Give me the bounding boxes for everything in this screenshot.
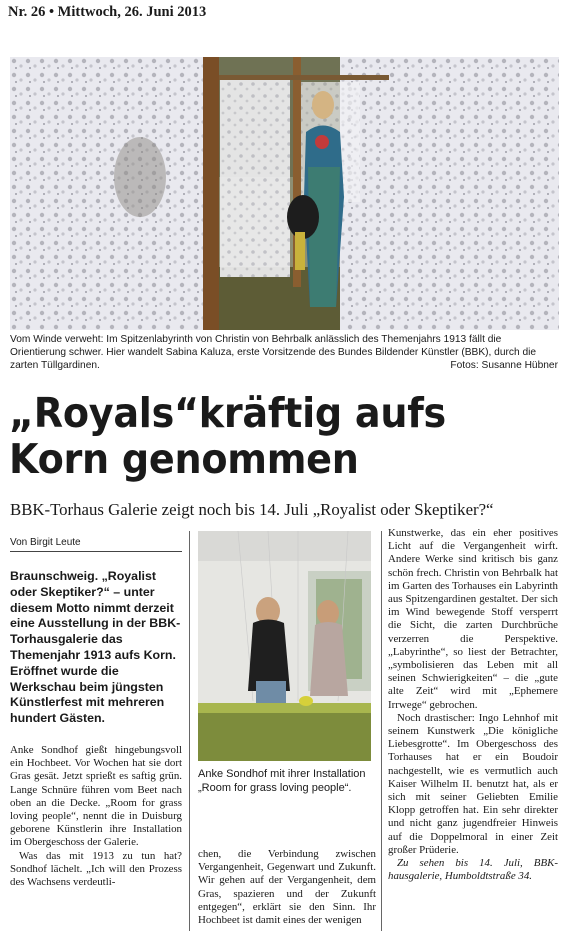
article-column-3 xyxy=(388,527,558,883)
column-divider xyxy=(189,531,190,931)
paragraph: Anke Sondhof gießt hingebungsvoll ein Hochbeet. Vor Wochen hat sie dort Gras gesät. Jetzt sprießt es saftig grün. Lange Schnüre führen vom Beet nach oben an die Decke. „Room for grass loving people“, nennt die in Duisburg geborene Künstlerin ihre Installation im Obergeschoss der Galerie. xyxy=(10,744,182,849)
column-divider xyxy=(381,531,382,931)
headline-line-2: Korn genommen xyxy=(9,435,359,483)
issue-masthead: Nr. 26 • Mittwoch, 26. Juni 2013 xyxy=(8,4,207,20)
headline xyxy=(9,390,525,482)
lead-paragraph: Braunschweig. „Royalist oder Skeptiker?“ – unter diesem Motto nimmt derzeit eine Ausstellung in der BBK-Torhausgalerie das Themenjahr 1913 aufs Korn. Eröffnet wurde die Werkschau beim jüngsten Künstlerfest mit mehreren hundert Gästen. xyxy=(10,569,181,726)
paragraph: Noch drastischer: Ingo Lehnhof mit seinem Kunstwerk „Die königliche Liebesgrotte“. Im Obergeschoss des Torhauses hat er ein Boudoir nachgestellt, wie es vermutlich auch Kaiser Wilhelm II. benutzt hat, als er sich mit seiner Geliebten Emilie Klopp getroffen hat. Ein sehr direkter und nicht ganz jugendfreier Hinweis auf die Doppelmoral in einer Zeit großer Prüderie. xyxy=(388,711,558,856)
subheadline: BBK-Torhaus Galerie zeigt noch bis 14. Juli „Royalist oder Skeptiker?“ xyxy=(10,500,494,519)
article-column-2 xyxy=(198,848,376,927)
byline: Von Birgit Leute xyxy=(10,537,182,552)
article-column-1 xyxy=(10,744,182,889)
exhibition-info: Zu sehen bis 14. Juli, BBK-hausgalerie, Humboldtstraße 34. xyxy=(388,857,558,883)
paragraph: chen, die Verbindung zwischen Vergangenheit, Gegenwart und Zukunft. Wir gehen auf der Vergangenheit, dem Gras, spazieren und der Zukunft entgegen“, erklärt sie den Sinn. Ihr Hochbeet ist damit eines der wenigen xyxy=(198,848,376,927)
paragraph: Kunstwerke, das ein eher positives Licht auf die Vergangenheit wirft. Andere Werke sind kritisch bis ganz schön frech. Christin von Behrbalk hat im Garten des Torhauses ein Labyrinth aus Spitzengardinen gestaltet. Der sich im Wind bewegende Stoff versperrt die Sicht, die zarten Durchbrüche verzerren die Perspektive. „Labyrinthe“, so liest der Betrachter, „symbolisieren das Leben mit all seinen Schwierigkeiten“ – die „gute alte Zeit“ wird mit „Ephemere Irrwege“ gebrochen. xyxy=(388,527,558,711)
caption-text: Vom Winde verweht: Im Spitzenlabyrinth von Christin von Behrbalk anlässlich des Themenjahrs 1913 fällt die Orientierung schwer. Hier wandelt Sabina Kaluza, erste Vorsitzende des Bundes Bildender Künstler (BBK), durch die zarten Tüllgardinen. xyxy=(10,334,537,372)
artist-photo xyxy=(198,531,371,761)
main-photo-caption xyxy=(10,333,558,373)
main-photo xyxy=(10,57,559,330)
paragraph: Was das mit 1913 zu tun hat? Sondhof lächelt. „Ich will den Prozess des Wachsens verdeutli- xyxy=(10,849,182,889)
photo-credit: Fotos: Susanne Hübner xyxy=(450,360,558,372)
artist-photo-caption: Anke Sondhof mit ihrer Installation „Room for grass loving people“. xyxy=(198,768,366,794)
headline-line-1: „Royals“kräftig aufs xyxy=(9,389,446,437)
